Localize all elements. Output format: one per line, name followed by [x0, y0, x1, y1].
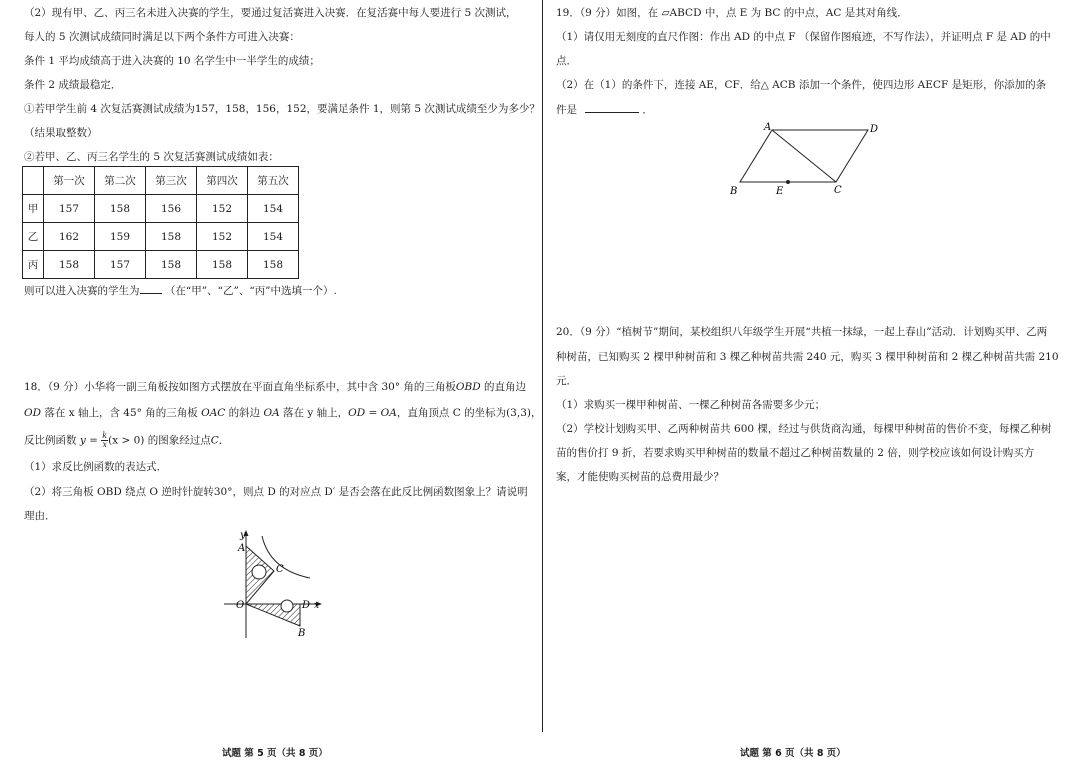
q20-line-3: 元． [556, 375, 577, 387]
q17-part2-intro-cont: 每人的 5 次测试成绩同时满足以下两个条件方可进入决赛： [24, 31, 300, 43]
table-cell: 152 [197, 223, 248, 251]
label-d: D [302, 600, 311, 611]
table-header-row [23, 167, 299, 195]
answer-blank[interactable] [140, 283, 162, 294]
label-o: O [236, 600, 245, 611]
table-cell: 162 [44, 223, 95, 251]
table-header-cell: 第二次 [95, 167, 146, 195]
table-cell: 154 [248, 195, 299, 223]
answer-suffix: （在“甲”、“乙”、“丙”中选填一个）. [164, 285, 337, 297]
table-cell: 159 [95, 223, 146, 251]
label-b: B [730, 186, 738, 197]
q18-text: OD = OA [348, 407, 397, 419]
label-d: D [870, 124, 879, 135]
answer-blank[interactable] [585, 102, 639, 113]
q18-text: OAC [201, 407, 226, 419]
triangle-hole [281, 600, 293, 612]
label-a: A [764, 122, 772, 133]
label-c: C [276, 564, 284, 575]
scores-table [22, 166, 299, 279]
q18-text: 落在 y 轴上， [279, 407, 349, 419]
q19-part-1: （1）请仅用无刻度的直尺作图：作出 AD 的中点 F （保留作图痕迹，不写作法），并证明点 F 是 AD 的中 [556, 31, 1051, 43]
q19-line-1: 19．（9 分）如图，在 ▱ABCD 中，点 E 为 BC 的中点，AC 是其对角线． [556, 7, 908, 19]
q19-text: ． [642, 104, 653, 116]
sub-question-1-note: （结果取整数） [24, 127, 98, 139]
q17-part2-intro: （2）现有甲、乙、丙三名未进入决赛的学生，要通过复活赛进入决赛．在复活赛中每人要进行 5 次测试， [24, 7, 517, 19]
q20-part-2-cont: 苗的售价打 9 折，若要求购买甲种树苗的数量不超过乙种树苗数量的 2 倍，则学校应该如何设计购买方 [556, 447, 1035, 459]
answer-line [24, 283, 337, 298]
table-row [23, 223, 299, 251]
q18-text: 反比例函数 [24, 434, 80, 447]
q18-figure [222, 526, 332, 640]
table-cell: 158 [146, 251, 197, 279]
q20-line-1: 20．（9 分）“植树节”期间，某校组织八年级学生开展“共植一抹绿，一起上春山”活动．计划购买甲、乙两 [556, 326, 1048, 338]
q18-text: C [210, 434, 219, 447]
q19-figure [724, 118, 884, 200]
q19-part-2-cont [556, 102, 653, 117]
page-footer-right: 试题 第 6 页（共 8 页） [740, 748, 846, 759]
table-cell: 158 [146, 223, 197, 251]
q18-line-2 [24, 406, 541, 420]
q18-text: ，直角顶点 C 的坐标为(3,3)， [396, 407, 542, 419]
triangle-hole [252, 565, 266, 579]
table-row [23, 195, 299, 223]
diagonal-ac [772, 130, 836, 182]
q20-part-1: （1）求购买一棵甲种树苗、一棵乙种树苗各需要多少元； [556, 399, 826, 411]
table-row [23, 251, 299, 279]
table-cell: 154 [248, 223, 299, 251]
q19-text: 件是 [556, 104, 577, 116]
table-cell: 158 [95, 195, 146, 223]
point-e [786, 180, 790, 184]
q18-text: y = [79, 434, 98, 447]
label-x: x [314, 601, 320, 611]
q19-part-2: （2）在（1）的条件下，连接 AE，CF．给△ ACB 添加一个条件，使四边形 AECF 是矩形，你添加的条 [556, 79, 1047, 91]
label-b: B [298, 628, 306, 639]
table-header-cell: 第一次 [44, 167, 95, 195]
q18-text: OBD [455, 381, 481, 393]
q18-text: OA [263, 407, 280, 419]
table-cell: 157 [95, 251, 146, 279]
table-cell: 156 [146, 195, 197, 223]
q18-text: 落在 x 轴上，含 45° 角的三角板 [41, 407, 202, 419]
label-c: C [834, 185, 842, 196]
q20-part-2-cont2: 案，才能使购买树苗的总费用最少？ [556, 471, 724, 483]
sub-question-1: ①若甲学生前 4 次复活赛测试成绩为157，158，156，152，要满足条件 1，则第 5 次测试成绩至少为多少？ [24, 103, 540, 115]
q18-part-1: （1）求反比例函数的表达式． [24, 461, 168, 473]
table-row-label: 乙 [23, 223, 44, 251]
table-cell: 158 [197, 251, 248, 279]
q18-text: 18．（9 分）小华将一副三角板按如图方式摆放在平面直角坐标系中，其中含 30° 角的三角板 [24, 381, 456, 393]
table-cell: 157 [44, 195, 95, 223]
q18-part-2: （2）将三角板 OBD 绕点 O 逆时针旋转30°，则点 D 的对应点 D′ 是否会落在此反比例函数图象上？请说明 [24, 486, 528, 498]
q18-text: OD [24, 407, 42, 419]
q18-text: 的斜边 [225, 407, 264, 419]
answer-prefix: 则可以进入决赛的学生为 [24, 285, 140, 297]
q18-text: ． [218, 434, 230, 447]
table-cell: 152 [197, 195, 248, 223]
table-header-cell: 第四次 [197, 167, 248, 195]
table-cell: 158 [248, 251, 299, 279]
condition-1: 条件 1 平均成绩高于进入决赛的 10 名学生中一半学生的成绩； [24, 55, 320, 67]
label-e: E [776, 186, 784, 197]
fraction-denominator: x [102, 440, 107, 449]
fraction-numerator: k [102, 431, 108, 440]
q18-text: (x > 0) 的图象经过点 [108, 434, 211, 447]
q18-line-1 [24, 380, 526, 394]
column-divider [542, 0, 543, 732]
table-header-cell: 第三次 [146, 167, 197, 195]
label-y: y [240, 530, 246, 541]
condition-2: 条件 2 成绩最稳定． [24, 79, 122, 91]
sub-question-2: ②若甲、乙、丙三名学生的 5 次复活赛测试成绩如表： [24, 151, 279, 163]
table-header-cell: 第五次 [248, 167, 299, 195]
table-row-label: 丙 [23, 251, 44, 279]
q20-line-2: 种树苗，已知购买 2 棵甲种树苗和 3 棵乙种树苗共需 240 元，购买 3 棵甲种树苗和 2 棵乙种树苗共需 210 [556, 351, 1059, 363]
table-row-label: 甲 [23, 195, 44, 223]
q19-part-1-cont: 点． [556, 55, 577, 67]
q18-text: 的直角边 [480, 381, 527, 393]
table-header-cell [23, 167, 44, 195]
page-footer-left: 试题 第 5 页（共 8 页） [222, 748, 328, 759]
label-a: A [238, 543, 246, 554]
q20-part-2: （2）学校计划购买甲、乙两种树苗共 600 棵，经过与供货商沟通，每棵甲种树苗的售价不变，每棵乙种树 [556, 423, 1052, 435]
q18-line-3 [24, 432, 229, 449]
q18-part-2-cont: 理由． [24, 510, 56, 522]
table-cell: 158 [44, 251, 95, 279]
